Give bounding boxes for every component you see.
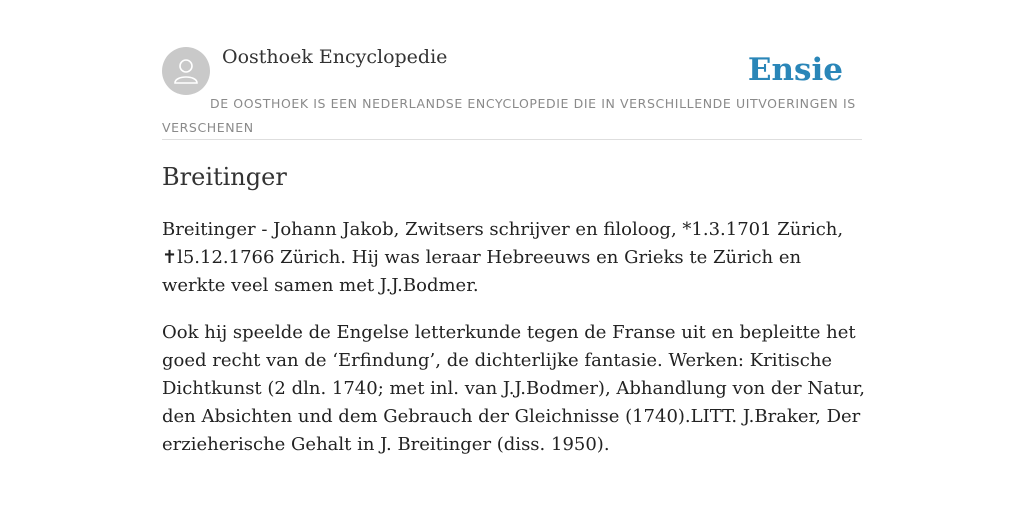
article-body [162, 216, 866, 478]
site-name[interactable]: Oosthoek Encyclopedie [222, 46, 448, 68]
article-paragraph: Breitinger - Johann Jakob, Zwitsers schrijver en filoloog, *1.3.1701 Zürich, ✝l5.12.1766 Zürich. Hij was leraar Hebreeuws en Grieks te Zürich en werkte veel samen met J.J.Bodmer. [162, 219, 844, 296]
user-icon [171, 56, 201, 86]
article-title: Breitinger [162, 163, 287, 191]
site-tagline: DE OOSTHOEK IS EEN NEDERLANDSE ENCYCLOPEDIE DIE IN VERSCHILLENDE UITVOERINGEN IS VERSCHENEN [162, 96, 856, 135]
avatar[interactable] [162, 47, 210, 95]
brand-logo[interactable]: Ensie [747, 52, 843, 88]
article-paragraph: Ook hij speelde de Engelse letterkunde tegen de Franse uit en bepleitte het goed recht van de ‘Erfindung’, de dichterlijke fantasie. Werken: Kritische Dichtkunst (2 dln. 1740; met inl. van J.J.Bodmer), Abhandlung von der Natur, den Absichten und dem Gebrauch der Gleichnisse (1740).LITT. J.Braker, Der erzieherische Gehalt in J. Breitinger (diss. 1950). [162, 322, 866, 455]
header-divider [162, 139, 862, 140]
